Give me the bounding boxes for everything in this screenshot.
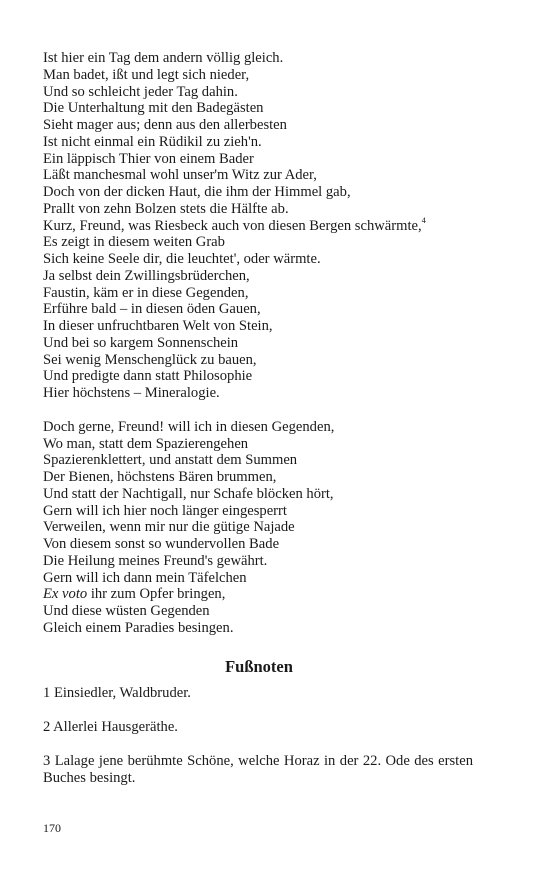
verse-line: Es zeigt in diesem weiten Grab bbox=[43, 234, 225, 251]
footnotes-heading: Fußnoten bbox=[225, 656, 293, 676]
verse-line: Die Unterhaltung mit den Badegästen bbox=[43, 100, 264, 117]
verse-line: Sieht mager aus; denn aus den allerbesten bbox=[43, 117, 287, 133]
footnote-item: 1 Einsiedler, Waldbruder. bbox=[43, 684, 191, 701]
verse-line: Doch von der dicken Haut, die ihm der Himmel gab, bbox=[43, 184, 351, 200]
verse-line-text: ihr zum Opfer bringen, bbox=[87, 586, 226, 603]
verse-line: Die Heilung meines Freund's gewährt. bbox=[43, 552, 268, 569]
verse-line: Prallt von zehn Bolzen stets die Hälfte ab. bbox=[43, 200, 289, 217]
verse-line: Gleich einem Paradies besingen. bbox=[43, 619, 234, 636]
verse-line: Gern will ich dann mein Täfelchen bbox=[43, 569, 247, 586]
verse-line: In dieser unfruchtbaren Welt von Stein, bbox=[43, 318, 273, 334]
footnote-reference[interactable]: 4 bbox=[421, 214, 426, 225]
verse-line: Ja selbst dein Zwillingsbrüderchen, bbox=[43, 267, 250, 284]
verse-line: Und so schleicht jeder Tag dahin. bbox=[43, 83, 238, 100]
verse-line: Gern will ich hier noch länger eingesperrt bbox=[43, 502, 287, 519]
page-number: 170 bbox=[43, 821, 61, 835]
verse-line: Ein läppisch Thier von einem Bader bbox=[43, 150, 254, 167]
verse-line: Doch gerne, Freund! will ich in diesen Gegenden, bbox=[43, 418, 335, 435]
verse-line-with-italic bbox=[43, 586, 473, 603]
verse-line-text: Kurz, Freund, was Riesbeck auch von diesen Bergen schwärmte, bbox=[43, 217, 422, 234]
verse-line: Erführe bald – in diesen öden Gauen, bbox=[43, 301, 261, 318]
italic-phrase: Ex voto bbox=[43, 586, 88, 603]
stanza-divider bbox=[43, 402, 473, 419]
verse-line: Hier höchstens – Mineralogie. bbox=[43, 385, 220, 401]
verse-line-with-footnote bbox=[43, 214, 473, 235]
verse-line: Sei wenig Menschenglück zu bauen, bbox=[43, 351, 257, 368]
footnote-item: 3 Lalage jene berühmte Schöne, welche Horaz in der 22. Ode des ersten Buches besingt. bbox=[43, 752, 473, 786]
verse-line: Ist hier ein Tag dem andern völlig gleich. bbox=[43, 50, 284, 66]
verse-line: Wo man, statt dem Spazierengehen bbox=[43, 435, 249, 452]
verse-line: Von diesem sonst so wundervollen Bade bbox=[43, 536, 280, 552]
verse-line: Läßt manchesmal wohl unser'm Witz zur Ader, bbox=[43, 167, 317, 184]
verse-line: Faustin, käm er in diese Gegenden, bbox=[43, 284, 249, 301]
verse-line: Und predigte dann statt Philosophie bbox=[43, 368, 253, 385]
verse-line: Sich keine Seele dir, die leuchtet', oder wärmte. bbox=[43, 251, 321, 267]
verse-line: Und bei so kargem Sonnenschein bbox=[43, 334, 239, 351]
verse-line: Und statt der Nachtigall, nur Schafe blöcken hört, bbox=[43, 485, 334, 502]
poem-stanza-1 bbox=[43, 50, 473, 402]
verse-line: Und diese wüsten Gegenden bbox=[43, 603, 210, 619]
verse-line: Ist nicht einmal ein Rüdikil zu zieh'n. bbox=[43, 133, 262, 150]
verse-line: Spazierenklettert, und anstatt dem Summen bbox=[43, 452, 298, 469]
verse-line: Verweilen, wenn mir nur die gütige Najade bbox=[43, 519, 295, 536]
verse-line: Man badet, ißt und legt sich nieder, bbox=[43, 66, 250, 83]
verse-line: Der Bienen, höchstens Bären brummen, bbox=[43, 469, 277, 485]
footnote-item: 2 Allerlei Hausgeräthe. bbox=[43, 718, 178, 735]
page-body bbox=[43, 50, 473, 804]
poem-stanza-2 bbox=[43, 419, 473, 637]
